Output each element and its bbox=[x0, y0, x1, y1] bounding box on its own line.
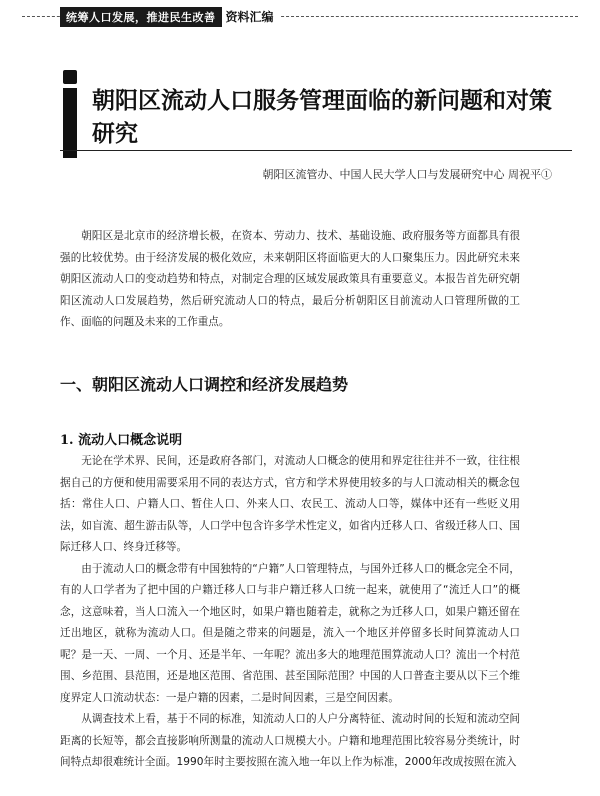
title-divider bbox=[60, 150, 572, 151]
intro-block bbox=[60, 226, 520, 334]
body-paragraph: 无论在学术界、民间，还是政府各部门，对流动人口概念的使用和界定往往并不一致，往往根据自己的方便和使用需要采用不同的表达方式，官方和学术界使用较多的与人口流动相关的概念包括：常住人口、户籍人口、暂住人口、外来人口、农民工、流动人口等，媒体中还有一些贬义用法，如盲流、超生游击队等，人口学中包含许多学术性定义，如省内迁移人口、省级迁移人口、国际迁移人口、终身迁移等。 bbox=[60, 455, 520, 553]
subsection-heading: 1. 流动人口概念说明 bbox=[60, 433, 183, 448]
section-heading: 一、朝阳区流动人口调控和经济发展趋势 bbox=[60, 375, 349, 394]
body-paragraph: 由于流动人口的概念带有中国独特的“户籍”人口管理特点，与国外迁移人口的概念完全不同，有的人口学者为了把中国的户籍迁移人口与非户籍迁移人口统一起来，就使用了“流迁人口”的概念，这意味着，当人口流入一个地区时，如果户籍也随着走，就称之为迁移人口，如果户籍还留在迁出地区，就称为流动人口。但是随之带来的问题是，流入一个地区并停留多长时间算流动人口呢？是一天、一周、一个月、还是半年、一年呢？流出多大的地理范围算流动人口？流出一个村范围、乡范围、县范围，还是地区范围、省范围、甚至国际范围？中国的人口普查主要从以下三个维度界定人口流动状态：一是户籍的因素，二是时间因素，三是空间因素。 bbox=[60, 562, 520, 704]
header-collection-label: 资料汇编 bbox=[225, 10, 274, 24]
header-section-label: 统筹人口发展，推进民生改善 bbox=[60, 7, 222, 27]
running-header bbox=[60, 8, 280, 25]
intro-paragraph: 朝阳区是北京市的经济增长极，在资本、劳动力、技术、基础设施、政府服务等方面都具有很强的比较优势。由于经济发展的极化效应，未来朝阳区将面临更大的人口聚集压力。因此研究未来朝阳区流动人口的变动趋势和特点，对制定合理的区域发展政策具有重要意义。本报告首先研究朝阳区流动人口发展趋势，然后研究流动人口的特点，最后分析朝阳区目前流动人口管理所做的工作、面临的问题及未来的工作重点。 bbox=[60, 230, 520, 328]
page-title: 朝阳区流动人口服务管理面临的新问题和对策研究 bbox=[92, 87, 552, 147]
body-paragraph: 从调查技术上看，基于不同的标准，知流动人口的人户分离特征、流动时间的长短和流动空间距离的长短等，都会直接影响所测量的流动人口规模大小。户籍和地理范围比较容易分类统计，时间特点却很难统计全面。1990年时主要按照在流入地一年以上作为标准，2000年改成按照在流入 bbox=[60, 713, 520, 768]
author-line: 朝阳区流管办、中国人民大学人口与发展研究中心 周祝平① bbox=[262, 168, 552, 181]
title-marker-icon bbox=[60, 70, 78, 150]
section-body bbox=[60, 451, 520, 774]
